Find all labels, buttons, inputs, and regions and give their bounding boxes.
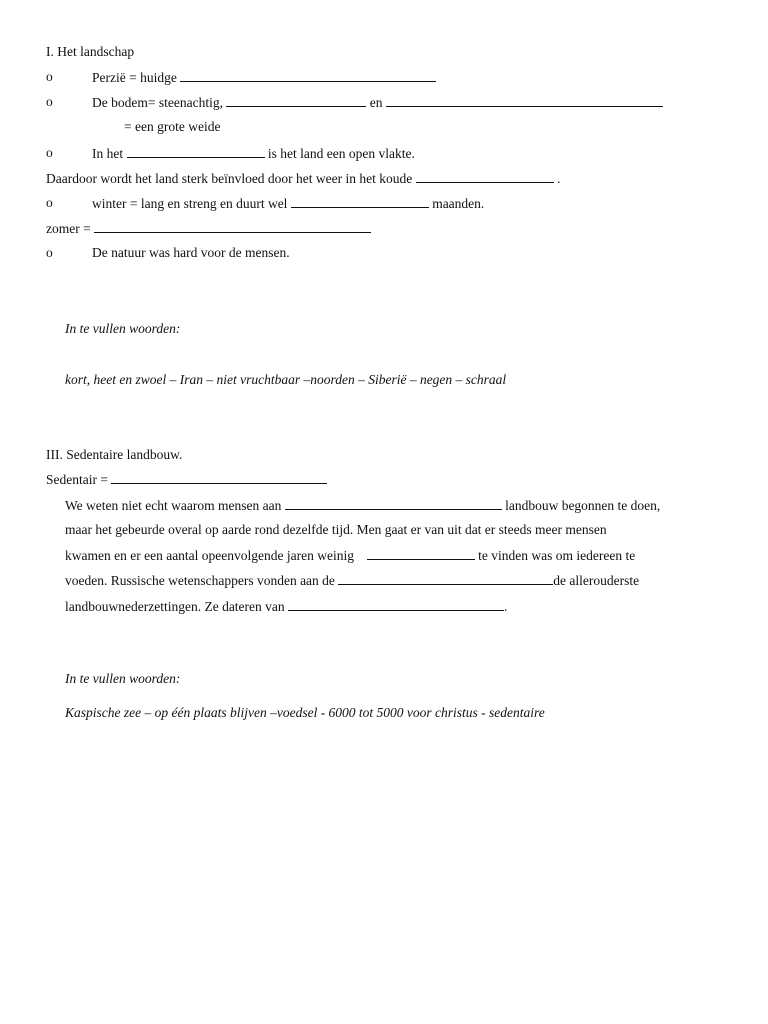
fill-words-list: kort, heet en zwoel – Iran – niet vruchtbaar –noorden – Siberië – negen – schraal xyxy=(65,372,507,387)
answer-blank[interactable] xyxy=(285,497,502,510)
paragraph-line xyxy=(65,547,635,564)
line-text: voeden. Russische wetenschappers vonden aan de xyxy=(65,573,335,588)
item-text: en xyxy=(369,95,383,110)
fill-words-heading: In te vullen woorden: xyxy=(65,671,181,686)
line-end: . xyxy=(504,599,508,614)
line-text: te vinden was om iedereen te xyxy=(478,548,636,563)
bullet: o xyxy=(46,69,53,84)
paragraph-line xyxy=(46,471,327,488)
item-text: De bodem= steenachtig, xyxy=(92,95,223,110)
paragraph-line xyxy=(65,598,507,615)
item-text: is het land een open vlakte. xyxy=(267,146,415,161)
paragraph-line xyxy=(46,170,560,187)
item-text: De natuur was hard voor de mensen. xyxy=(92,245,290,260)
item-continuation: = een grote weide xyxy=(124,119,221,134)
item-text: Perzië = huidge xyxy=(92,70,177,85)
answer-blank[interactable] xyxy=(416,170,554,183)
bullet: o xyxy=(46,195,53,210)
paragraph-line xyxy=(65,572,639,589)
paragraph-line: maar het gebeurde overal op aarde rond dezelfde tijd. Men gaat er van uit dat er steeds meer mensen xyxy=(65,522,607,537)
line-text: Sedentair = xyxy=(46,472,108,487)
answer-blank[interactable] xyxy=(386,94,663,107)
item-text: maanden. xyxy=(432,196,485,211)
item-text: winter = lang en streng en duurt wel xyxy=(92,196,288,211)
line-text: landbouwnederzettingen. Ze dateren van xyxy=(65,599,285,614)
answer-blank[interactable] xyxy=(180,69,436,82)
answer-blank[interactable] xyxy=(288,598,504,611)
answer-blank[interactable] xyxy=(338,572,553,585)
line-text: kwamen en er een aantal opeenvolgende jaren weinig xyxy=(65,548,354,563)
line-end: . xyxy=(557,171,561,186)
fill-words-list: Kaspische zee – op één plaats blijven –voedsel - 6000 tot 5000 voor christus - sedentaire xyxy=(65,705,545,720)
line-text: zomer = xyxy=(46,221,91,236)
section-1-heading: I. Het landschap xyxy=(46,44,135,59)
answer-blank[interactable] xyxy=(367,547,475,560)
section-3-heading: III. Sedentaire landbouw. xyxy=(46,447,183,462)
bullet: o xyxy=(46,94,53,109)
answer-blank[interactable] xyxy=(226,94,366,107)
line-text: We weten niet echt waarom mensen aan xyxy=(65,498,282,513)
answer-blank[interactable] xyxy=(94,220,371,233)
answer-blank[interactable] xyxy=(127,145,265,158)
answer-blank[interactable] xyxy=(291,195,429,208)
line-text: landbouw begonnen te doen, xyxy=(505,498,661,513)
paragraph-line xyxy=(65,497,660,514)
line-text: Daardoor wordt het land sterk beïnvloed door het weer in het koude xyxy=(46,171,413,186)
bullet: o xyxy=(46,145,53,160)
bullet: o xyxy=(46,245,53,260)
line-text: de allerouderste xyxy=(553,573,640,588)
fill-words-heading: In te vullen woorden: xyxy=(65,321,181,336)
item-text: In het xyxy=(92,146,124,161)
paragraph-line xyxy=(46,220,371,237)
answer-blank[interactable] xyxy=(111,471,327,484)
